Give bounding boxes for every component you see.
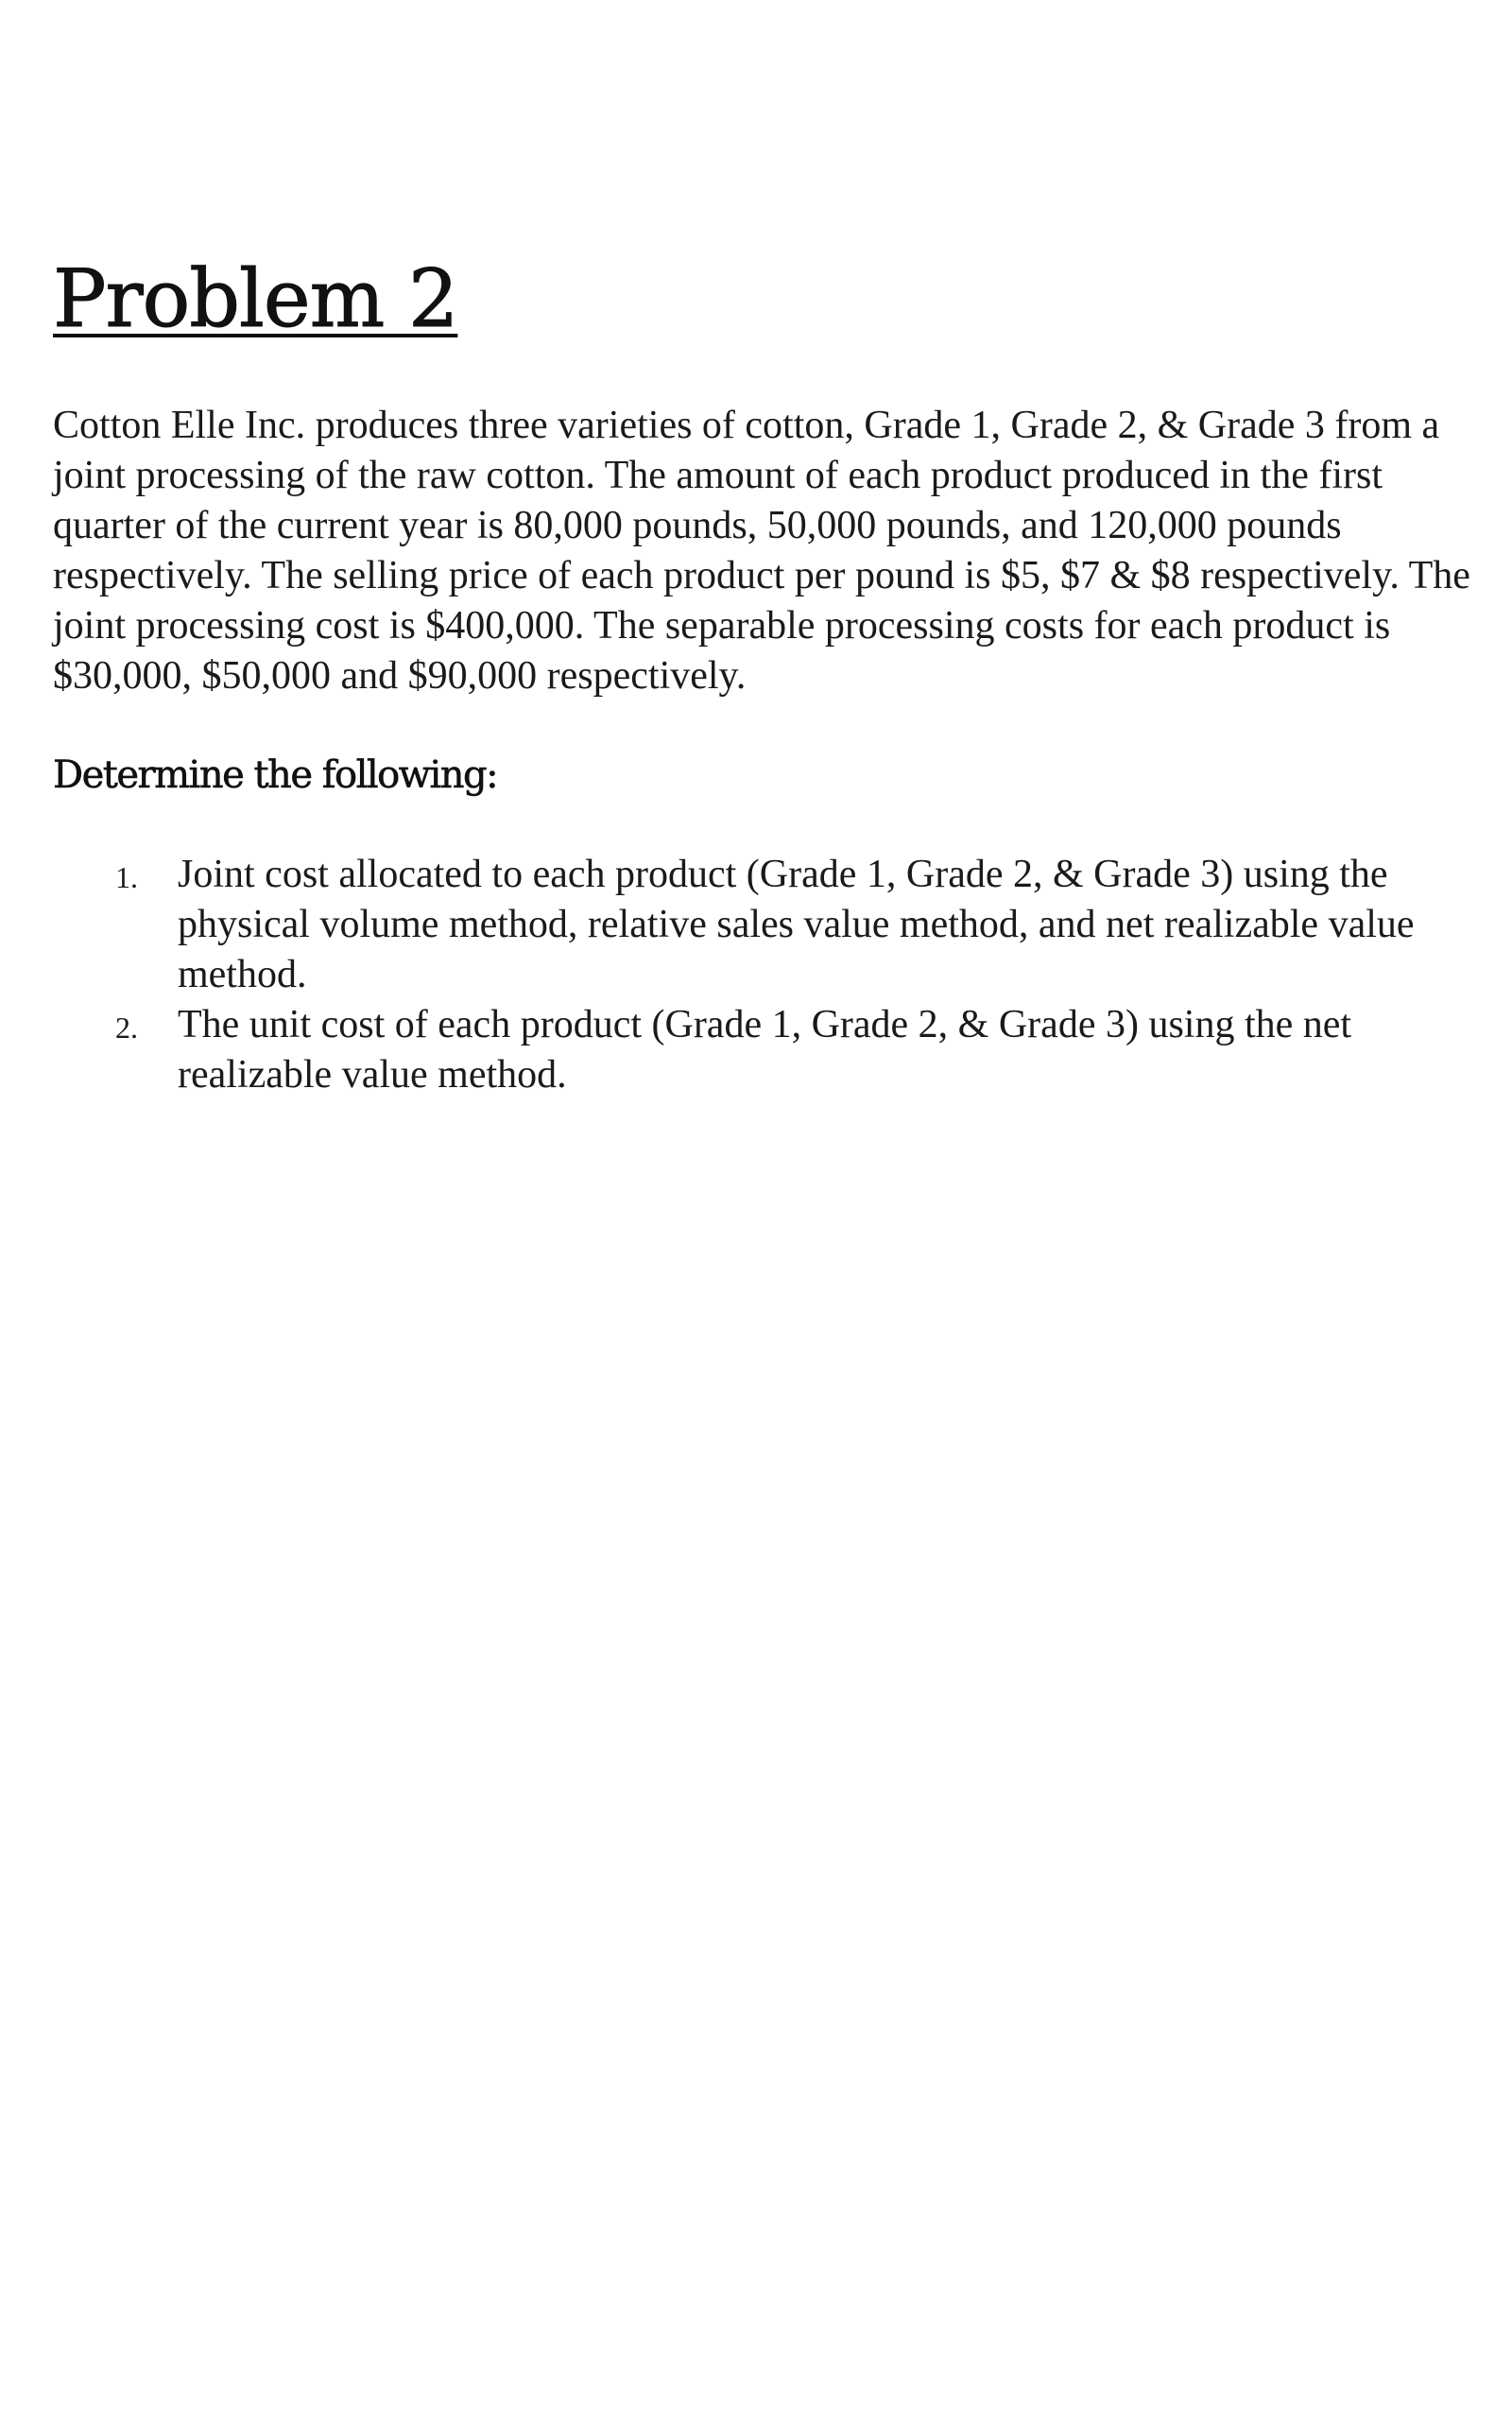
task-item	[53, 850, 1485, 1000]
task-text: Joint cost allocated to each product (Grade 1, Grade 2, & Grade 3) using the physical volume method, relative sales value method, and net realizable value method.	[178, 853, 1415, 997]
document-page	[53, 252, 1485, 1100]
task-number: 1.	[115, 860, 138, 895]
determine-heading: Determine the following:	[53, 753, 498, 798]
task-number: 2.	[115, 1011, 138, 1046]
task-text: The unit cost of each product (Grade 1, Grade 2, & Grade 3) using the net realizable value method.	[178, 1003, 1352, 1098]
problem-title: Problem 2	[53, 252, 458, 345]
problem-paragraph: Cotton Elle Inc. produces three varieties of cotton, Grade 1, Grade 2, & Grade 3 from a joint processing of the raw cotton. The amount of each product produced in the first quarter of the current year is 80,000 pounds, 50,000 pounds, and 120,000 pounds respectively. The selling price of each product per pound is $5, $7 & $8 respectively. The joint processing cost is $400,000. The separable processing costs for each product is $30,000, $50,000 and $90,000 respectively.	[53, 404, 1470, 699]
task-item	[53, 1000, 1485, 1100]
task-list	[53, 850, 1485, 1100]
